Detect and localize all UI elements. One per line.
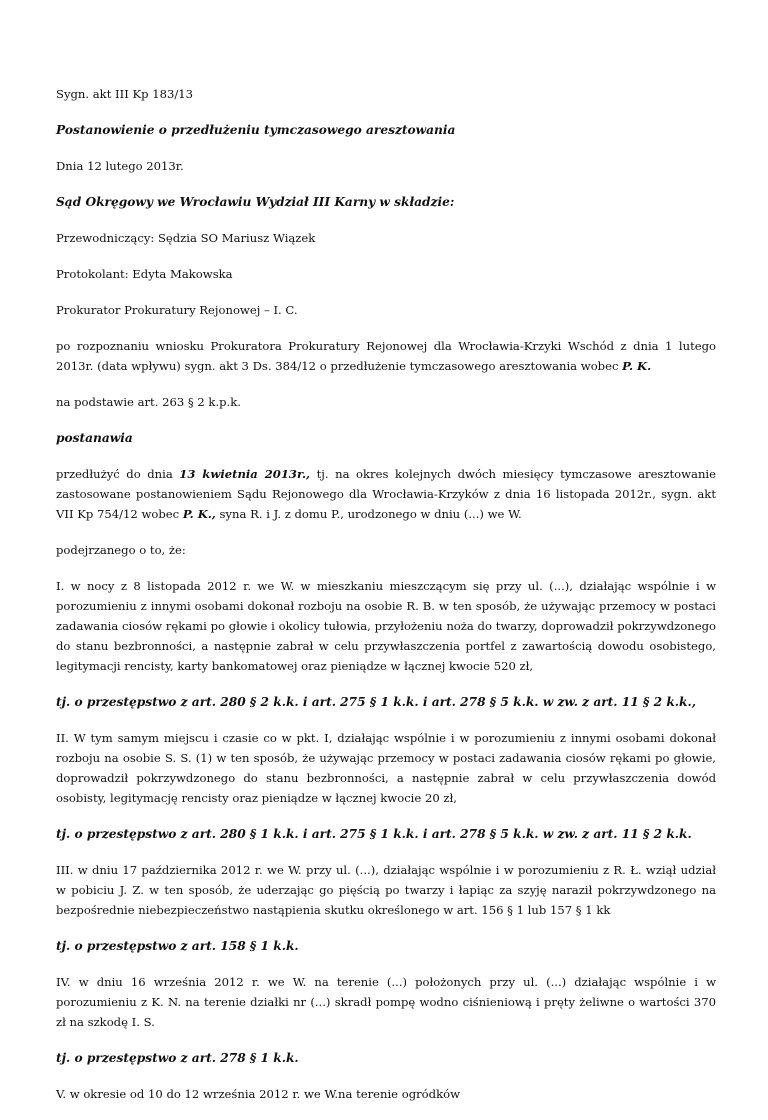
document-title: Postanowienie o przedłużeniu tymczasowego aresztowania (56, 123, 456, 137)
court-composition-heading: Sąd Okręgowy we Wrocławiu Wydział III Karny w składzie: (56, 195, 455, 209)
extension-paragraph (56, 464, 716, 524)
extension-text-start: przedłużyć do dnia (56, 467, 180, 481)
document-page (56, 84, 716, 1120)
motion-paragraph (56, 336, 716, 376)
decision-heading: postanawia (56, 431, 133, 445)
offense-3: tj. o przestępstwo z art. 158 § 1 k.k. (56, 939, 299, 953)
motion-text: po rozpoznaniu wniosku Prokuratora Prokuratury Rejonowej dla Wrocławia-Krzyki Wschód z dnia 1 lutego 2013r. (data wpływu) sygn. akt 3 Ds. 384/12 o przedłużenie tymczasowego aresztowania wobec (56, 339, 716, 373)
document-date: Dnia 12 lutego 2013r. (56, 159, 184, 173)
extension-date: 13 kwietnia 2013r., (179, 467, 311, 481)
charge-3: III. w dniu 17 października 2012 r. we W. przy ul. (...), działając wspólnie i w porozumieniu z R. Ł. wziął udział w pobiciu J. Z. w ten sposób, że uderzając go pięścią po twarzy i łapiąc za szyję naraził pokrzywdzonego na bezpośrednie niebezpieczeństwo nastąpienia skutku określonego w art. 156 § 1 lub 157 § 1 kk (56, 863, 716, 917)
extension-text-end: syna R. i J. z domu P., urodzonego w dniu (...) we W. (215, 507, 522, 521)
suspected-intro: podejrzanego o to, że: (56, 543, 186, 557)
offense-4: tj. o przestępstwo z art. 278 § 1 k.k. (56, 1051, 299, 1065)
charge-4: IV. w dniu 16 września 2012 r. we W. na terenie (...) położonych przy ul. (...) działając wspólnie i w porozumieniu z K. N. na terenie działki nr (...) skradł pompę wodno ciśnieniową i pręty żeliwne o wartości 370 zł na szkodę I. S. (56, 975, 716, 1029)
offense-2: tj. o przestępstwo z art. 280 § 1 k.k. i art. 275 § 1 k.k. i art. 278 § 5 k.k. w zw. z art. 11 § 2 k.k. (56, 827, 692, 841)
legal-basis: na podstawie art. 263 § 2 k.p.k. (56, 395, 241, 409)
charge-2: II. W tym samym miejscu i czasie co w pkt. I, działając wspólnie i w porozumieniu z innymi osobami dokonał rozboju na osobie S. S. (1) w ten sposób, że używając przemocy w postaci zadawania ciosów rękami po głowie, doprowadził pokrzywdzonego do stanu bezbronności, a następnie zabrał w celu przywłaszczenia dowód osobisty, legitymację rencisty oraz pieniądze w łącznej kwocie 20 zł, (56, 731, 716, 805)
extension-text-middle: tj. na okres kolejnych dwóch miesięcy tymczasowe aresztowanie zastosowane postanowieniem Sądu Rejonowego dla Wrocławia-Krzyków z dnia 16 listopada 2012r., sygn. akt VII Kp 754/12 wobec (56, 467, 716, 521)
charge-1: I. w nocy z 8 listopada 2012 r. we W. w mieszkaniu mieszczącym się przy ul. (...), działając wspólnie i w porozumieniu z innymi osobami dokonał rozboju na osobie R. B. w ten sposób, że używając przemocy w postaci zadawania ciosów rękami po głowie i okolicy tułowia, przyłożeniu noża do twarzy, doprowadził pokrzywdzonego do stanu bezbronności, a następnie zabrał w celu przywłaszczenia portfel z zawartością dowodu osobistego, legitymacji rencisty, karty bankomatowej oraz pieniądze w łącznej kwocie 520 zł, (56, 579, 716, 673)
case-number: Sygn. akt III Kp 183/13 (56, 87, 194, 101)
charge-5: V. w okresie od 10 do 12 września 2012 r. we W.na terenie ogródków (56, 1087, 461, 1101)
defendant-name-2: P. K., (182, 507, 216, 521)
prosecutor: Prokurator Prokuratury Rejonowej – I. C. (56, 303, 298, 317)
defendant-name: P. K. (622, 359, 652, 373)
court-clerk: Protokolant: Edyta Makowska (56, 267, 233, 281)
presiding-judge: Przewodniczący: Sędzia SO Mariusz Wiązek (56, 231, 316, 245)
offense-1: tj. o przestępstwo z art. 280 § 2 k.k. i art. 275 § 1 k.k. i art. 278 § 5 k.k. w zw. z art. 11 § 2 k.k., (56, 695, 696, 709)
